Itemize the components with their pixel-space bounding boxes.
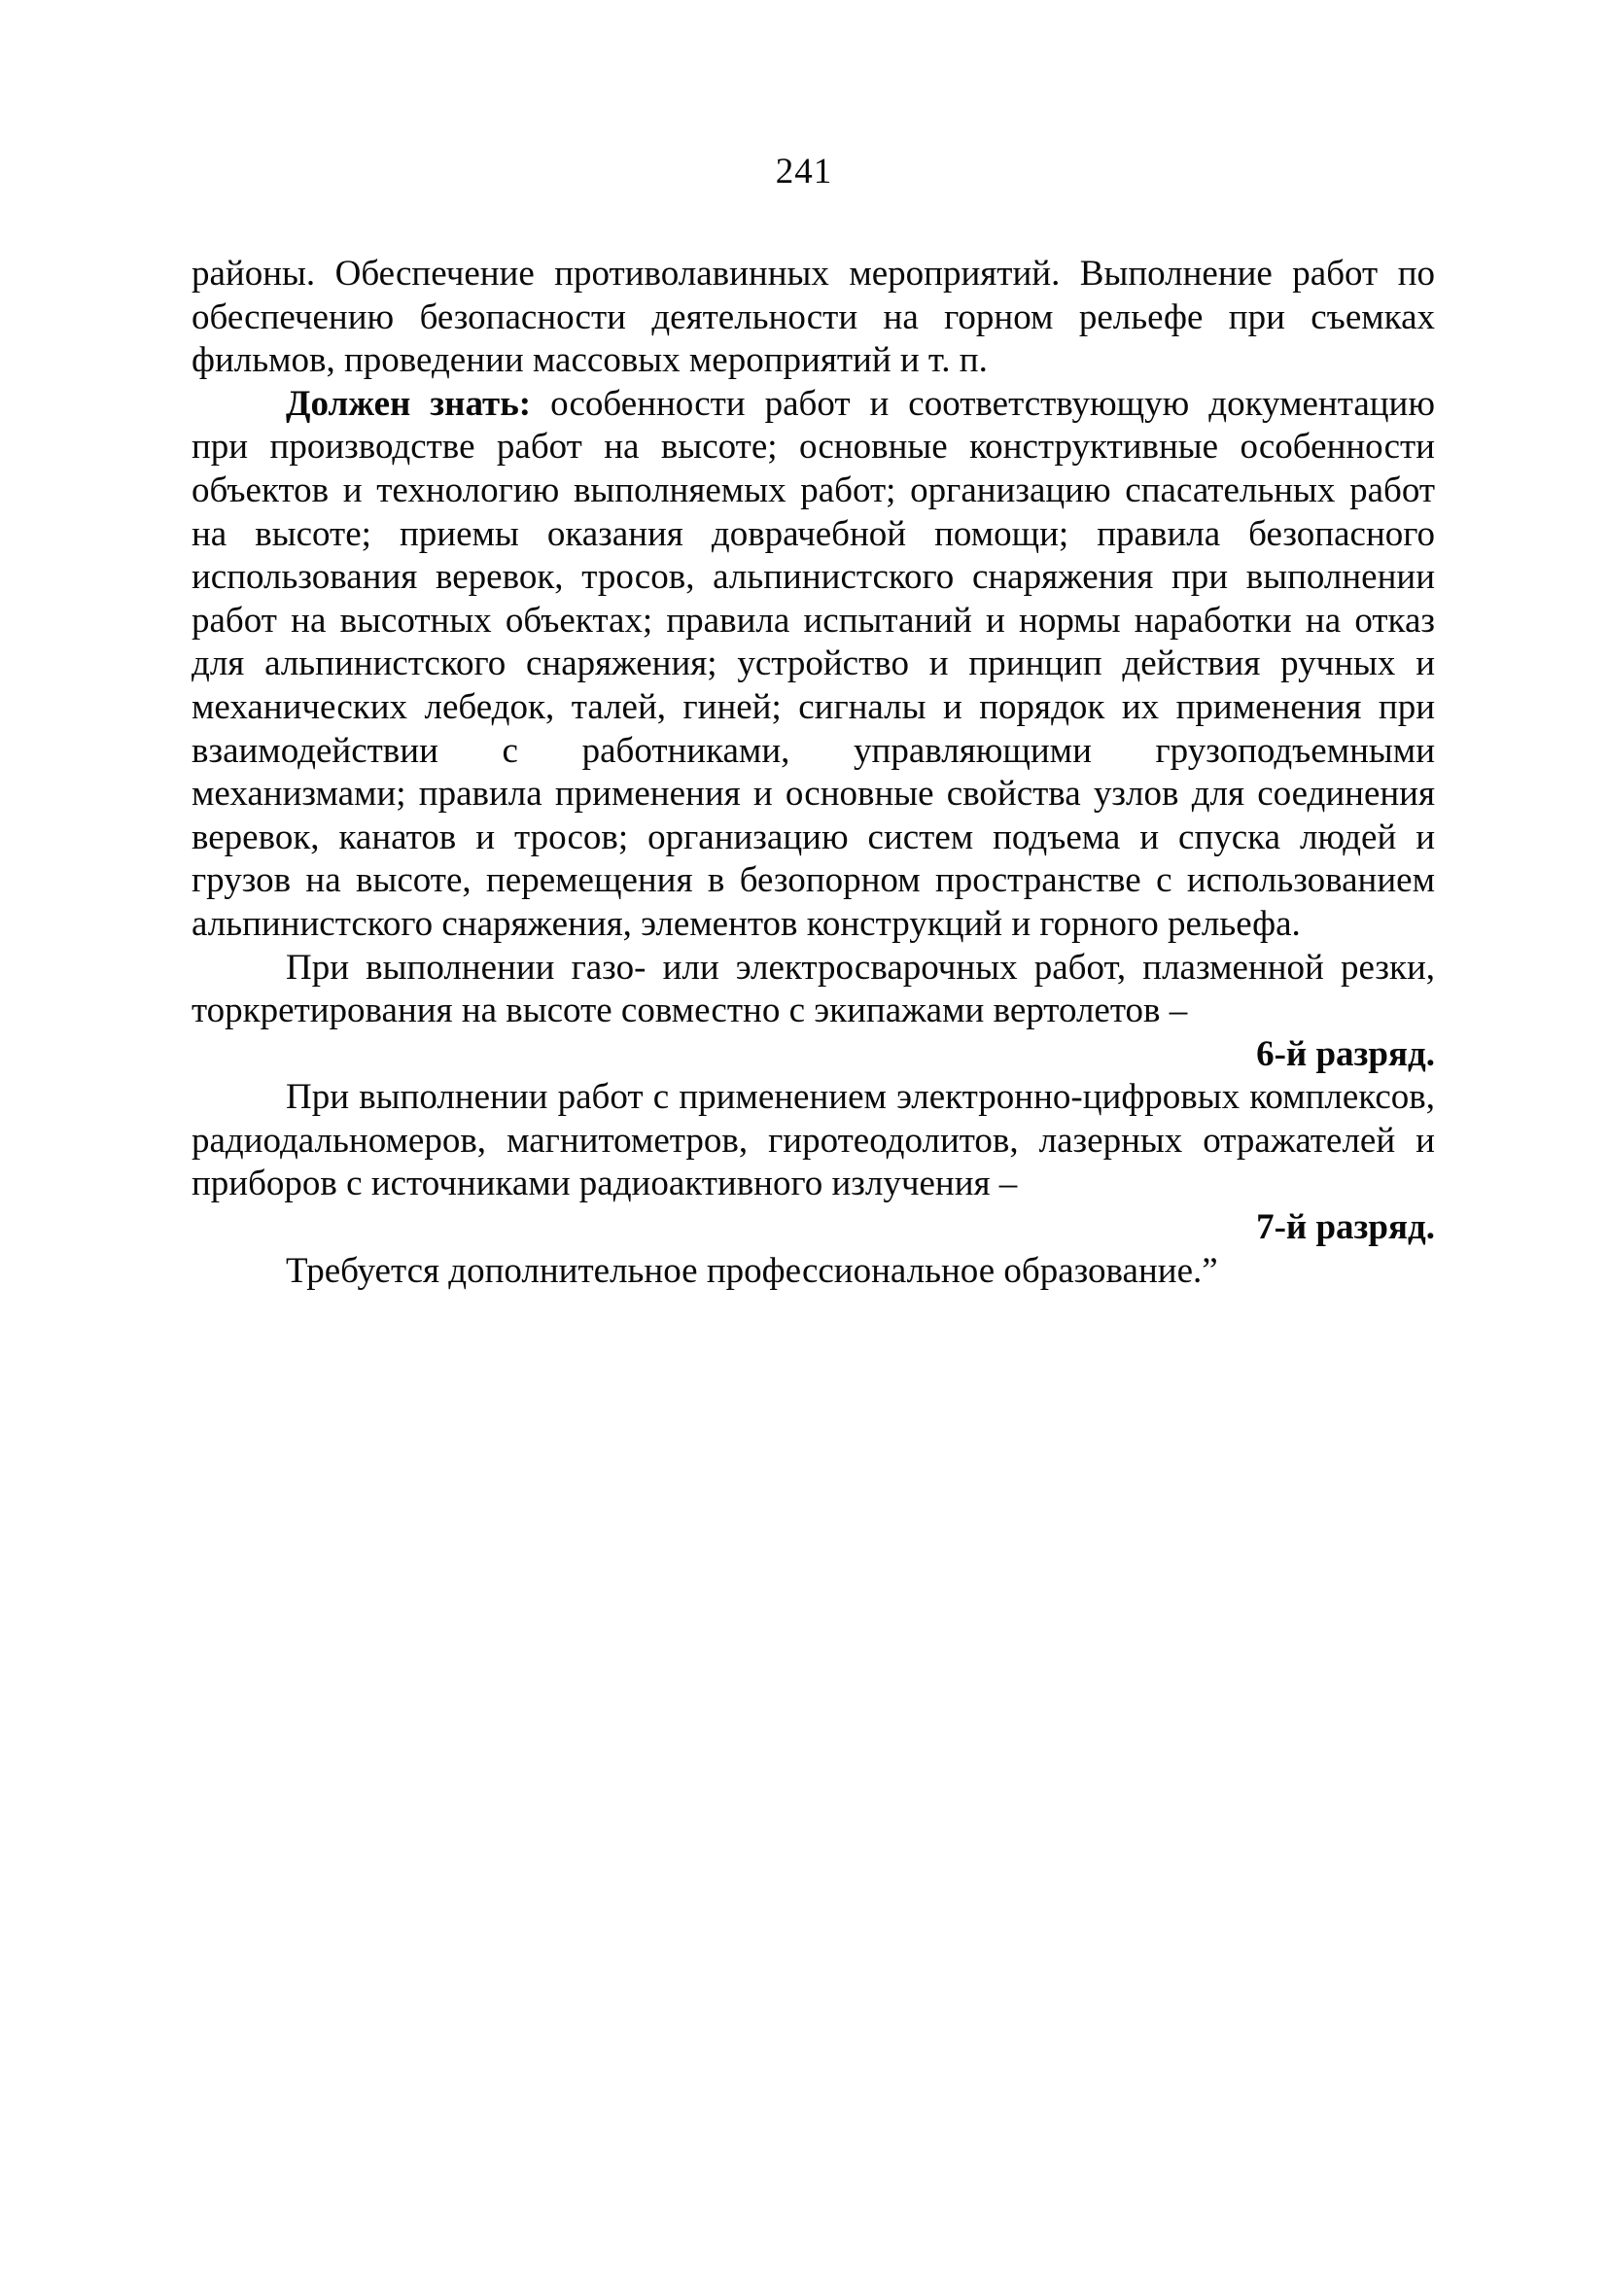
must-know-text: особенности работ и соответствующую документацию при производстве работ на высоте; основные конструктивные особенности объектов и технологию выполняемых работ; организацию спасательных работ на высоте; приемы оказания доврачебной помощи; правила безопасного использования веревок, тросов, альпинистского снаряжения при выполнении работ на высотных объектах; правила испытаний и нормы наработки на отказ для альпинистского снаряжения; устройство и принцип действия ручных и механических лебедок, талей, гиней; сигналы и порядок их применения при взаимодействии с работниками, управляющими грузоподъемными механизмами; правила применения и основные свойства узлов для соединения веревок, канатов и тросов; организацию систем подъема и спуска людей и грузов на высоте, перемещения в безопорном пространстве с использованием альпинистского снаряжения, элементов конструкций и горного рельефа.	[192, 383, 1435, 944]
paragraph-grade6-condition: При выполнении газо- или электросварочных работ, плазменной резки, торкретирования на высоте совместно с экипажами вертолетов –	[192, 947, 1435, 1031]
paragraph-must-know	[192, 383, 1435, 947]
page-number: 241	[775, 152, 833, 191]
body-text	[192, 253, 1435, 1293]
grade-6-label: 6-й разряд.	[1256, 1033, 1435, 1074]
paragraph-grade7-condition: При выполнении работ с применением электронно-цифровых комплексов, радиодальномеров, магнитометров, гиротеодолитов, лазерных отражателей и приборов с источниками радиоактивного излучения –	[192, 1077, 1435, 1204]
grade-7-label: 7-й разряд.	[1256, 1207, 1435, 1248]
must-know-heading: Должен знать:	[286, 383, 532, 424]
paragraph-work-description: районы. Обеспечение противолавинных мероприятий. Выполнение работ по обеспечению безопасности деятельности на горном рельефе при съемках фильмов, проведении массовых мероприятий и т. п.	[192, 254, 1435, 381]
paragraph-education-requirement: Требуется дополнительное профессиональное образование.”	[286, 1250, 1218, 1291]
